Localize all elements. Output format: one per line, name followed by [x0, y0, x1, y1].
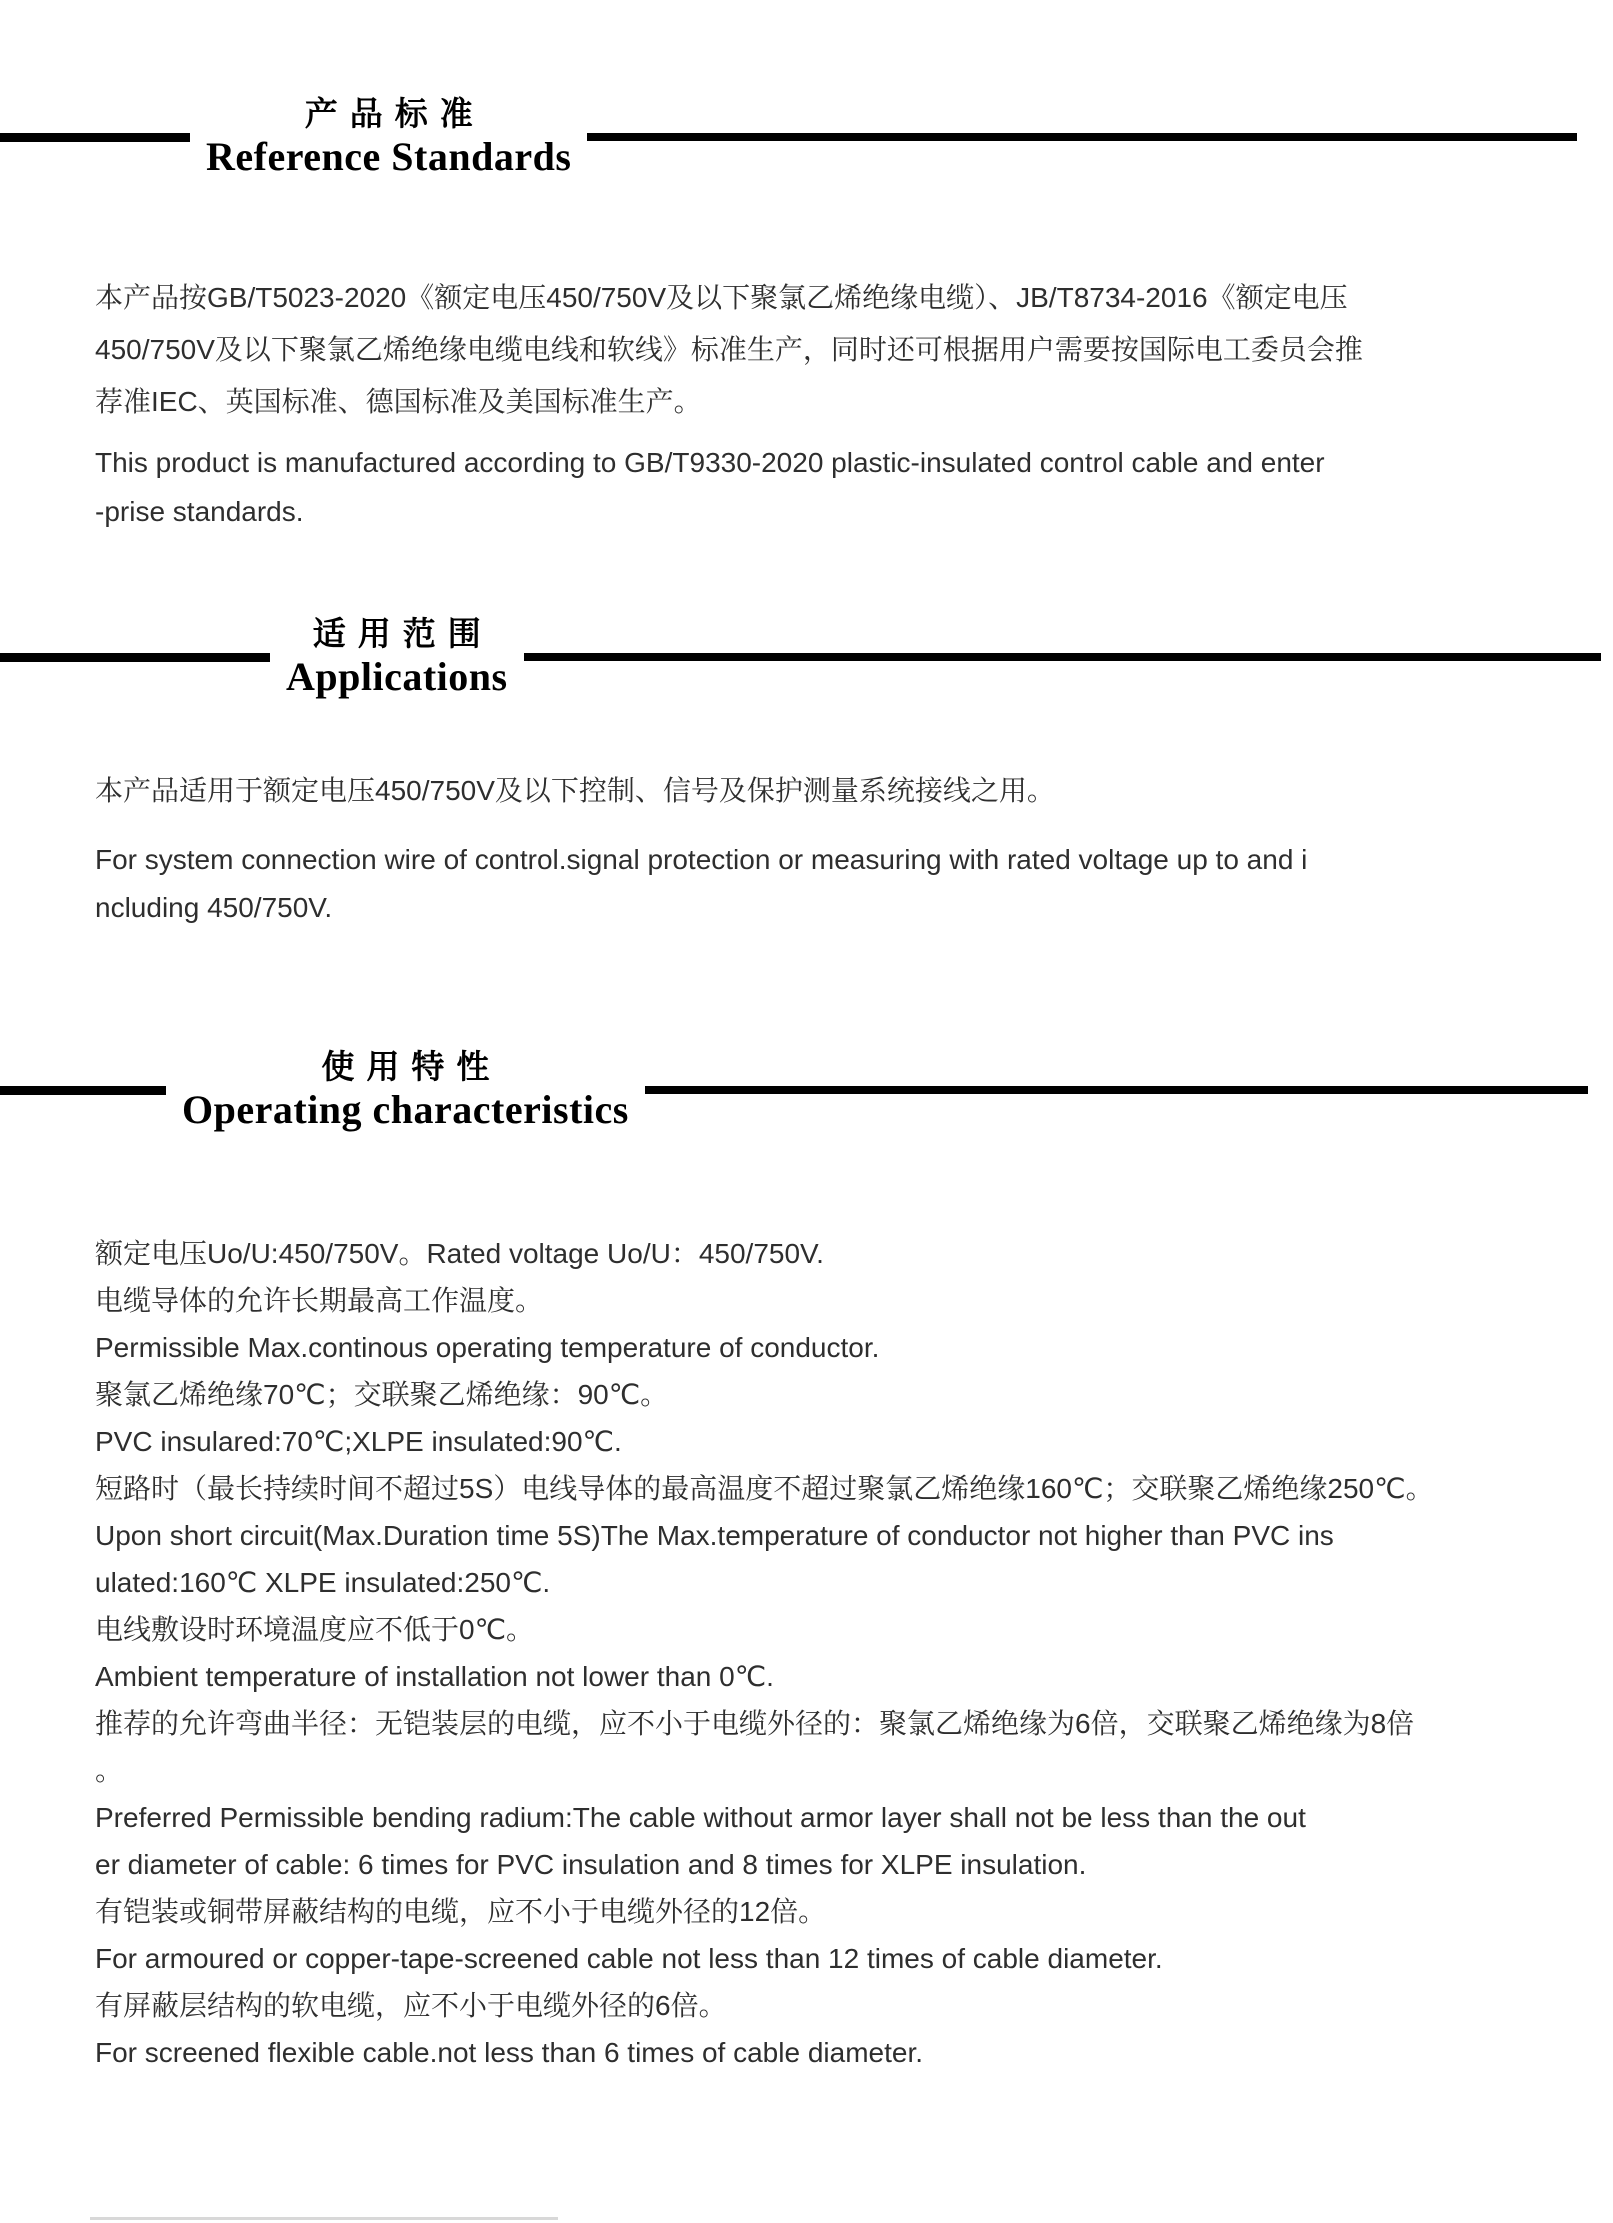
section-heading-reference-standards	[0, 95, 1613, 179]
heading-rule-left	[0, 1086, 166, 1095]
paragraph-line: For screened flexible cable.not less than 6 times of cable diameter.	[95, 2037, 923, 2068]
heading-rule-right	[587, 133, 1577, 141]
heading-title-zh: 产品标准	[304, 97, 485, 133]
paragraph-line: 有铠装或铜带屏蔽结构的电缆，应不小于电缆外径的12倍。	[95, 1896, 827, 1927]
paragraph-line: er diameter of cable: 6 times for PVC insulation and 8 times for XLPE insulation.	[95, 1849, 1087, 1880]
paragraph-line: 电线敷设时环境温度应不低于0℃。	[95, 1614, 535, 1645]
heading-titles	[206, 95, 571, 179]
paragraph-line: 聚氯乙烯绝缘70℃；交联聚乙烯绝缘：90℃。	[95, 1379, 669, 1410]
paragraph-line: PVC insulared:70℃;XLPE insulated:90℃.	[95, 1426, 622, 1457]
paragraph-line: This product is manufactured according to GB/T9330-2020 plastic-insulated control cable and enter	[95, 447, 1325, 478]
paragraph-line: Preferred Permissible bending radium:The cable without armor layer shall not be less than the out	[95, 1802, 1306, 1833]
applications-paragraph-zh	[95, 766, 1573, 816]
section-heading-applications	[0, 615, 1613, 699]
paragraph-line: 推荐的允许弯曲半径：无铠装层的电缆，应不小于电缆外径的：聚氯乙烯绝缘为6倍，交联聚乙烯绝缘为8倍	[95, 1708, 1415, 1739]
paragraph-line: 。	[95, 1755, 124, 1786]
heading-title-zh: 使用特性	[321, 1050, 502, 1086]
paragraph-line: 短路时（最长持续时间不超过5S）电线导体的最高温度不超过聚氯乙烯绝缘160℃；交联聚乙烯绝缘250℃。	[95, 1473, 1434, 1504]
paragraph-line: Upon short circuit(Max.Duration time 5S)The Max.temperature of conductor not higher than PVC ins	[95, 1520, 1334, 1551]
section-heading-operating-characteristics	[0, 1048, 1613, 1132]
paragraph-line: Ambient temperature of installation not lower than 0℃.	[95, 1661, 774, 1692]
heading-rule-left	[0, 133, 190, 142]
paragraph-line: 额定电压Uo/U:450/750V。Rated voltage Uo/U：450/750V.	[95, 1238, 824, 1269]
heading-title-en: Reference Standards	[206, 134, 572, 179]
paragraph-line: For system connection wire of control.signal protection or measuring with rated voltage up to and i	[95, 844, 1308, 875]
paragraph-line: For armoured or copper-tape-screened cable not less than 12 times of cable diameter.	[95, 1943, 1163, 1974]
operating-characteristics-paragraph	[95, 1230, 1573, 2076]
heading-title-en: Operating characteristics	[182, 1087, 629, 1132]
paragraph-line: 450/750V及以下聚氯乙烯绝缘电缆电线和软线》标准生产，同时还可根据用户需要按国际电工委员会推	[95, 334, 1363, 365]
paragraph-line: 荐准IEC、英国标准、德国标准及美国标准生产。	[95, 386, 702, 417]
heading-rule-right	[524, 653, 1601, 661]
heading-title-zh: 适用范围	[312, 617, 493, 653]
footer-rule	[90, 2217, 558, 2220]
reference-standards-paragraph-en	[95, 438, 1573, 536]
paragraph-line: 电缆导体的允许长期最高工作温度。	[95, 1285, 544, 1316]
paragraph-line: 本产品按GB/T5023-2020《额定电压450/750V及以下聚氯乙烯绝缘电缆）、JB/T8734-2016《额定电压	[95, 282, 1348, 313]
heading-rule-left	[0, 653, 270, 662]
heading-titles	[182, 1048, 629, 1132]
heading-title-en: Applications	[286, 654, 508, 699]
paragraph-line: 本产品适用于额定电压450/750V及以下控制、信号及保护测量系统接线之用。	[95, 775, 1055, 806]
reference-standards-paragraph-zh	[95, 272, 1573, 428]
paragraph-line: 有屏蔽层结构的软电缆，应不小于电缆外径的6倍。	[95, 1990, 727, 2021]
heading-rule-right	[645, 1086, 1588, 1094]
heading-titles	[286, 615, 508, 699]
paragraph-line: ulated:160℃ XLPE insulated:250℃.	[95, 1567, 551, 1598]
paragraph-line: Permissible Max.continous operating temperature of conductor.	[95, 1332, 880, 1363]
applications-paragraph-en	[95, 836, 1573, 932]
paragraph-line: ncluding 450/750V.	[95, 892, 333, 923]
paragraph-line: -prise standards.	[95, 496, 304, 527]
